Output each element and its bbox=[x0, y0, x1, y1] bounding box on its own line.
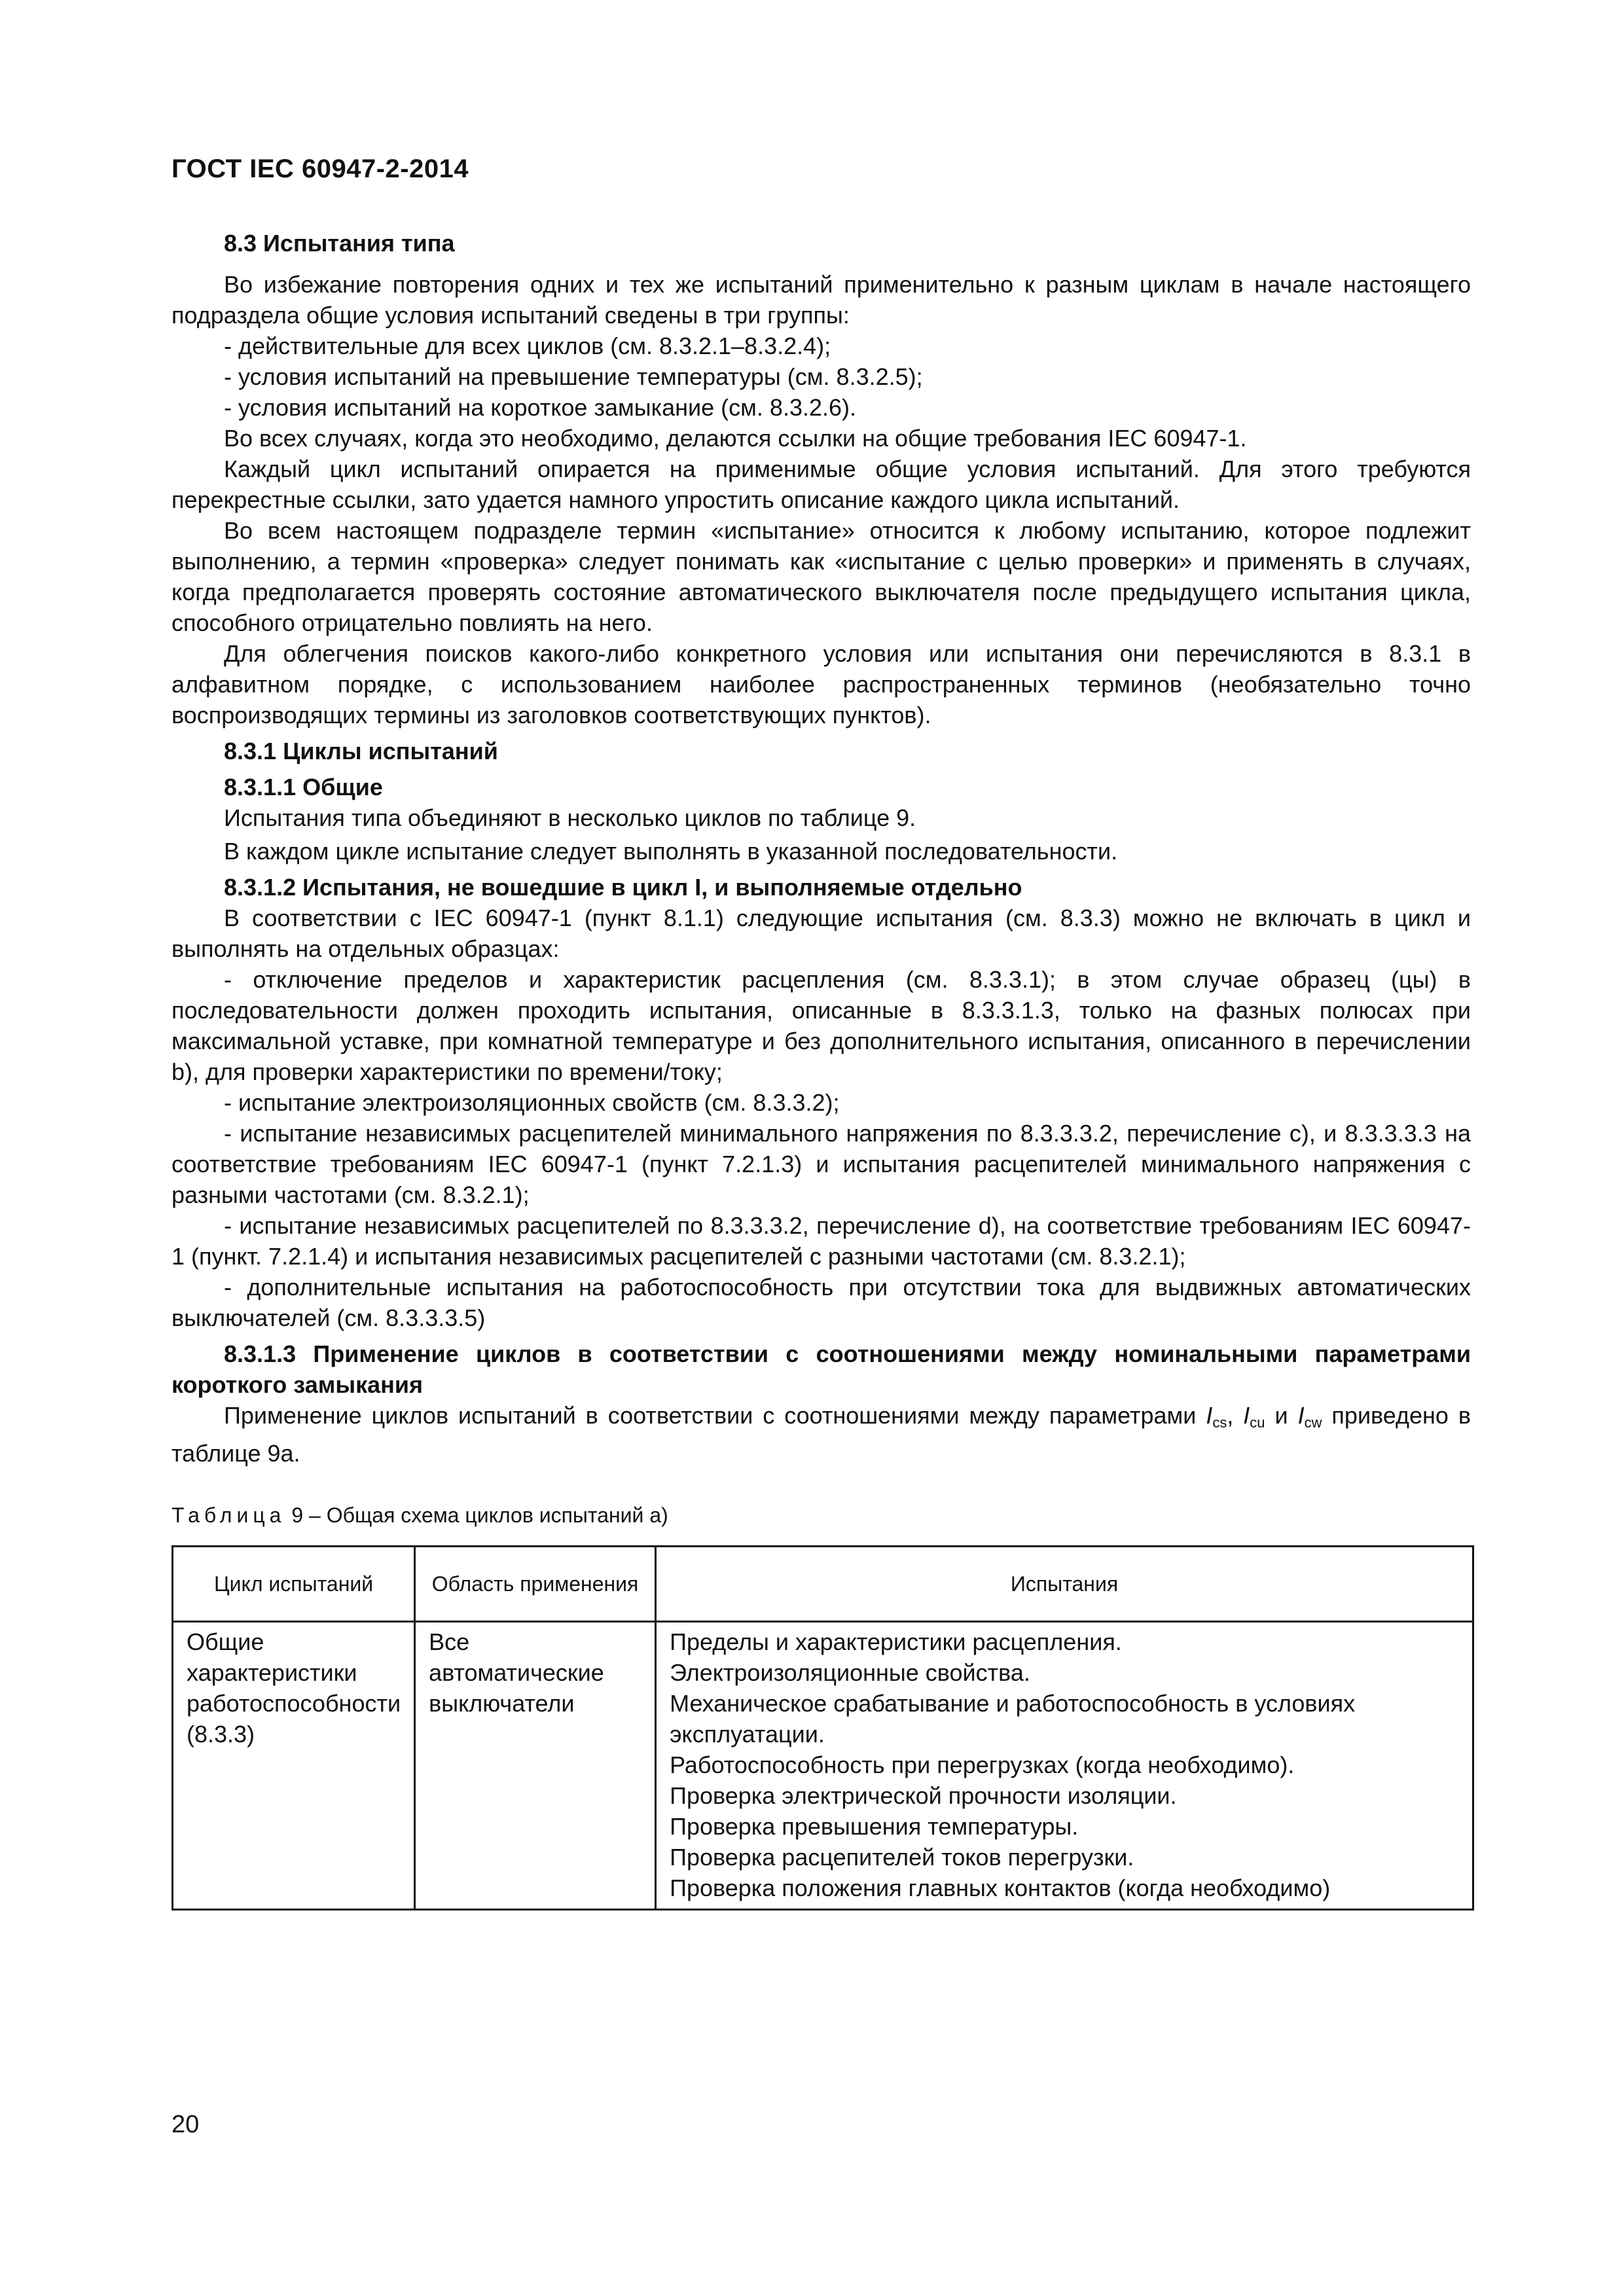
table-caption bbox=[171, 1500, 1471, 1531]
table-header-cell: Цикл испытаний bbox=[173, 1547, 415, 1622]
test-item: Работоспособность при перегрузках (когда необходимо). bbox=[670, 1751, 1295, 1778]
test-item: Проверка электрической прочности изоляции. bbox=[670, 1782, 1177, 1809]
table-9 bbox=[171, 1545, 1474, 1910]
table-caption-text: 9 – Общая схема циклов испытаний а) bbox=[291, 1503, 668, 1527]
paragraph: В соответствии с IEC 60947-1 (пункт 8.1.1) следующие испытания (см. 8.3.3) можно не включать в цикл и выполнять на отдельных образцах: bbox=[171, 905, 1471, 962]
page-content bbox=[171, 228, 1471, 1910]
paragraph: Во всем настоящем подразделе термин «испытание» относится к любому испытанию, которое подлежит выполнению, а термин «проверка» следует понимать как «испытание с целью проверки» и применять в случаях, когда предполагается проверять состояние автоматического выключателя после предыдущего испытания цикла, способного отрицательно повлиять на него. bbox=[171, 517, 1471, 636]
table-caption-label: Таблица bbox=[171, 1503, 286, 1527]
subsection-title: 8.3.1 Циклы испытаний bbox=[224, 738, 498, 764]
list-item: - условия испытаний на короткое замыкание (см. 8.3.2.6). bbox=[224, 394, 857, 421]
table-cell-tests bbox=[656, 1622, 1473, 1910]
paragraph: Во всех случаях, когда это необходимо, делаются ссылки на общие требования IEC 60947-1. bbox=[224, 425, 1247, 452]
paragraph: Для облегчения поисков какого-либо конкретного условия или испытания они перечисляются в 8.3.1 в алфавитном порядке, с использованием наиболее распространенных терминов (необязательно точно воспроизводящих термины из заголовков соответствующих пунктов). bbox=[171, 640, 1471, 728]
page-number: 20 bbox=[171, 2111, 200, 2138]
paragraph: Во избежание повторения одних и тех же испытаний применительно к разным циклам в начале настоящего подраздела общие условия испытаний сведены в три группы: bbox=[171, 271, 1471, 329]
subsection-title: 8.3.1.1 Общие bbox=[224, 774, 383, 800]
paragraph: Применение циклов испытаний в соответствии с соотношениями между параметрами $I_{cs}$, $I_{cu}$ и $I_{cw}$ приведено в таблице 9a. bbox=[171, 1402, 1471, 1467]
test-item: Пределы и характеристики расцепления. bbox=[670, 1628, 1122, 1655]
document-header: ГОСТ IEC 60947-2-2014 bbox=[171, 154, 469, 183]
test-item: Механическое срабатывание и работоспособность в условиях эксплуатации. bbox=[670, 1690, 1356, 1748]
symbol-subscript: cw bbox=[1304, 1414, 1322, 1431]
paragraph-text: Применение циклов испытаний в соответствии с соотношениями между параметрами bbox=[224, 1402, 1197, 1429]
list-item: - дополнительные испытания на работоспособность при отсутствии тока для выдвижных автоматических выключателей (см. 8.3.3.3.5) bbox=[171, 1274, 1471, 1331]
table-cell-cycle: Общие характеристики работоспособности (8.3.3) bbox=[173, 1622, 415, 1910]
table-header-cell: Область применения bbox=[415, 1547, 656, 1622]
test-item: Проверка положения главных контактов (когда необходимо) bbox=[670, 1874, 1331, 1901]
symbol: I bbox=[1243, 1402, 1250, 1429]
table-row bbox=[173, 1622, 1473, 1910]
list-item: - испытание электроизоляционных свойств (см. 8.3.3.2); bbox=[224, 1089, 840, 1116]
list-item: - испытание независимых расцепителей по 8.3.3.3.2, перечисление d), на соответствие требованиям IEC 60947-1 (пункт. 7.2.1.4) и испытания независимых расцепителей с разными частотами (см. 8.3.2.1); bbox=[171, 1212, 1471, 1270]
test-item: Проверка превышения температуры. bbox=[670, 1813, 1079, 1840]
list-item: - отключение пределов и характеристик расцепления (см. 8.3.3.1); в этом случае образец (цы) в последовательности должен проходить испытания, описанные в 8.3.3.1.3, только на фазных полюсах при максимальной уставке, при комнатной температуре и без дополнительного испытания, описанного в перечислении b), для проверки характеристики по времени/току; bbox=[171, 966, 1471, 1085]
paragraph: Испытания типа объединяют в несколько циклов по таблице 9. bbox=[224, 804, 916, 831]
test-item: Проверка расцепителей токов перегрузки. bbox=[670, 1844, 1134, 1871]
list-item: - условия испытаний на превышение температуры (см. 8.3.2.5); bbox=[224, 363, 923, 390]
list-item: - испытание независимых расцепителей минимального напряжения по 8.3.3.3.2, перечисление c), и 8.3.3.3.3 на соответствие требованиям IEC 60947-1 (пункт 7.2.1.3) и испытания расцепителей минимального напряжения с разными частотами (см. 8.3.2.1); bbox=[171, 1120, 1471, 1208]
section-title: 8.3 Испытания типа bbox=[224, 230, 455, 257]
paragraph: В каждом цикле испытание следует выполнять в указанной последовательности. bbox=[224, 838, 1118, 865]
paragraph: Каждый цикл испытаний опирается на применимые общие условия испытаний. Для этого требуются перекрестные ссылки, зато удается намного упростить описание каждого цикла испытаний. bbox=[171, 456, 1471, 513]
symbol: I bbox=[1206, 1402, 1213, 1429]
conjunction: и bbox=[1274, 1402, 1288, 1429]
table-header-cell: Испытания bbox=[656, 1547, 1473, 1622]
list-item: - действительные для всех циклов (см. 8.3.2.1–8.3.2.4); bbox=[224, 332, 831, 359]
paragraph-text: приведено в таблице 9a. bbox=[171, 1402, 1471, 1467]
subsection-title: 8.3.1.3 Применение циклов в соответствии с соотношениями между номинальными параметрами короткого замыкания bbox=[171, 1340, 1471, 1398]
symbol-subscript: cu bbox=[1250, 1414, 1265, 1431]
table-cell-scope: Все автоматические выключатели bbox=[415, 1622, 656, 1910]
symbol: I bbox=[1297, 1402, 1305, 1429]
test-item: Электроизоляционные свойства. bbox=[670, 1659, 1030, 1686]
table-header-row bbox=[173, 1547, 1473, 1622]
symbol-subscript: cs bbox=[1212, 1414, 1227, 1431]
subsection-title: 8.3.1.2 Испытания, не вошедшие в цикл I, и выполняемые отдельно bbox=[224, 874, 1022, 901]
